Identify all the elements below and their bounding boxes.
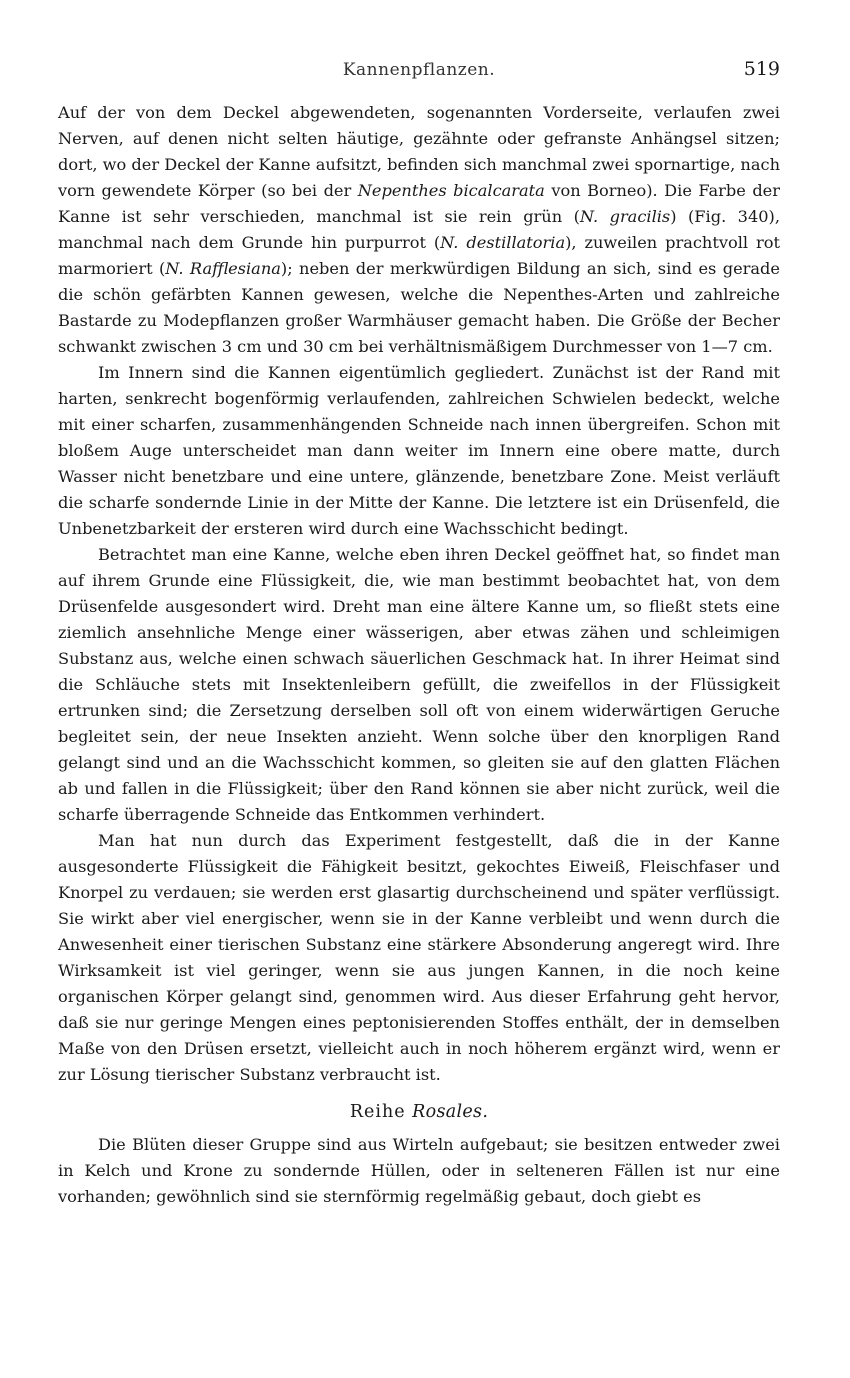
paragraph	[58, 542, 780, 828]
paragraph	[58, 100, 780, 360]
section-heading-latin: Rosales.	[412, 1102, 489, 1122]
section-paragraph-list	[58, 1132, 780, 1210]
section-heading	[58, 1098, 780, 1126]
running-title: Kannenpflanzen.	[342, 60, 496, 80]
section-heading-prefix: Reihe	[349, 1102, 406, 1122]
latin-name: N. destillatoria	[440, 233, 566, 252]
main-text	[58, 100, 780, 1210]
latin-name: Nepenthes bicalcarata	[357, 181, 545, 200]
running-header	[58, 0, 780, 100]
text-run: Man hat nun durch das Experiment festgestellt, daß die in der Kanne ausgesonderte Flüssigkeit die Fähigkeit besitzt, gekochtes Eiweiß, Fleischfaser und Knorpel zu verdauen; sie werden erst glasartig durchscheinend und später verflüssigt. Sie wirkt aber viel energischer, wenn sie in der Kanne verbleibt und wenn durch die Anwesenheit einer tierischen Substanz eine stärkere Absonderung angeregt wird. Ihre Wirksamkeit ist viel geringer, wenn sie aus jungen Kannen, in die noch keine organischen Körper gelangt sind, genommen wird. Aus dieser Erfahrung geht hervor, daß sie nur geringe Mengen eines peptonisierenden Stoffes enthält, der in demselben Maße von den Drüsen ersetzt, vielleicht auch in noch höherem ergänzt wird, wenn er zur Lösung tierischer Substanz verbraucht ist.	[58, 831, 780, 1084]
text-run: Betrachtet man eine Kanne, welche eben ihren Deckel geöffnet hat, so findet man auf ihrem Grunde eine Flüssigkeit, die, wie man bestimmt beobachtet hat, von dem Drüsenfelde ausgesondert wird. Dreht man eine ältere Kanne um, so fließt stets eine ziemlich ansehnliche Menge einer wässerigen, aber etwas zähen und schleimigen Substanz aus, welche einen schwach säuerlichen Geschmack hat. In ihrer Heimat sind die Schläuche stets mit Insektenleibern gefüllt, die zweifellos in der Flüssigkeit ertrunken sind; die Zersetzung derselben soll oft von einem widerwärtigen Geruche begleitet sein, der neue Insekten anzieht. Wenn solche über den knorpligen Rand gelangt sind und an die Wachsschicht kommen, so gleiten sie auf den glatten Flächen ab und fallen in die Flüssigkeit; über den Rand können sie aber nicht zurück, weil die scharfe überragende Schneide das Entkommen verhindert.	[58, 545, 780, 824]
text-run: ) (Fig. 340), manchmal nach dem Grunde hin purpurrot (	[58, 207, 781, 252]
text-run: ), zuweilen prachtvoll rot marmoriert (	[58, 233, 780, 278]
text-run: Die Blüten dieser Gruppe sind aus Wirteln aufgebaut; sie besitzen entweder zwei in Kelch und Krone zu sondernde Hüllen, oder in selteneren Fällen ist nur eine vorhanden; gewöhnlich sind sie sternförmig regelmäßig gebaut, doch giebt es	[58, 1135, 780, 1206]
text-run: ); neben der merkwürdigen Bildung an sich, sind es gerade die schön gefärbten Kannen gewesen, welche die Nepenthes-Arten und zahlreiche Bastarde zu Modepflanzen großer Warmhäuser gemacht haben. Die Größe der Becher schwankt zwischen 3 cm und 30 cm bei verhältnismäßigem Durchmesser von 1—7 cm.	[58, 259, 780, 356]
book-page	[58, 0, 780, 1210]
paragraph-list	[58, 100, 780, 1088]
paragraph	[58, 828, 780, 1088]
text-run: Im Innern sind die Kannen eigentümlich gegliedert. Zunächst ist der Rand mit harten, senkrecht bogenförmig verlaufenden, zahlreichen Schwielen bedeckt, welche mit einer scharfen, zusammenhängenden Schneide nach innen übergreifen. Schon mit bloßem Auge unterscheidet man dann weiter im Innern eine obere matte, durch Wasser nicht benetzbare und eine untere, glänzende, benetzbare Zone. Meist verläuft die scharfe sondernde Linie in der Mitte der Kanne. Die letztere ist ein Drüsenfeld, die Unbenetzbarkeit der ersteren wird durch eine Wachsschicht bedingt.	[58, 363, 780, 538]
latin-name: N. gracilis	[579, 207, 671, 226]
latin-name: N. Rafflesiana	[165, 259, 281, 278]
page-number: 519	[743, 58, 780, 80]
text-run: Auf der von dem Deckel abgewendeten, sogenannten Vorderseite, verlaufen zwei Nerven, auf denen nicht selten häutige, gezähnte oder gefranste Anhängsel sitzen; dort, wo der Deckel der Kanne aufsitzt, befinden sich manchmal zwei spornartige, nach vorn gewendete Körper (so bei der	[58, 103, 780, 200]
text-run: von Borneo). Die Farbe der Kanne ist sehr verschieden, manchmal ist sie rein grün (	[58, 181, 781, 226]
paragraph	[58, 1132, 780, 1210]
paragraph	[58, 360, 780, 542]
